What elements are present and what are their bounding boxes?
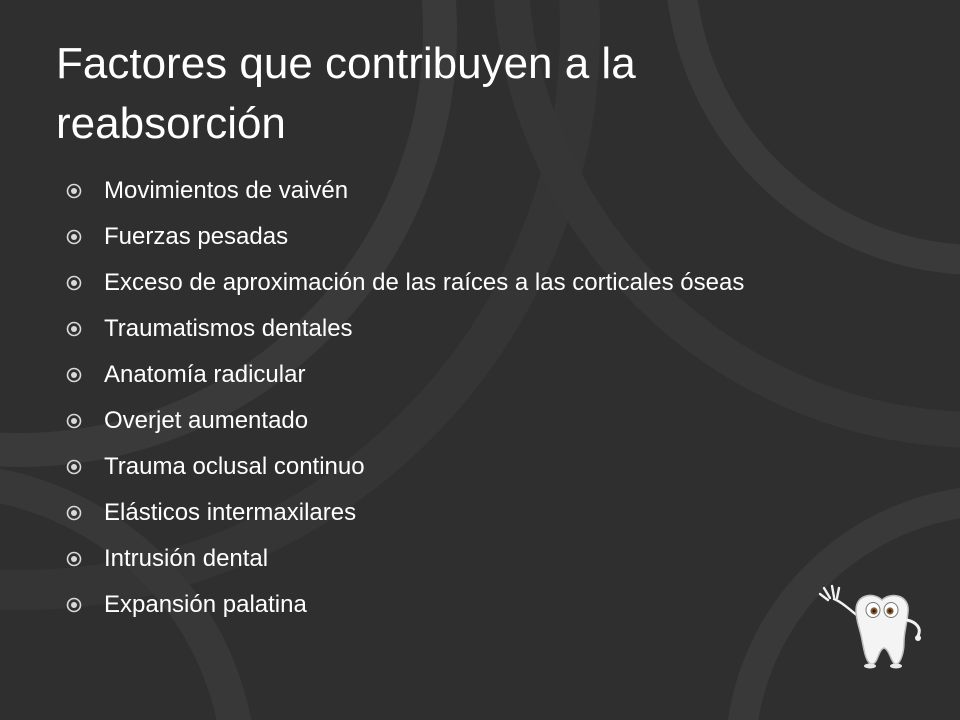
list-item bbox=[66, 176, 866, 206]
list-item bbox=[66, 314, 866, 344]
bullet-list bbox=[66, 176, 866, 636]
list-item bbox=[66, 590, 866, 620]
list-item bbox=[66, 406, 866, 436]
bullet-text: Exceso de aproximación de las raíces a las corticales óseas bbox=[104, 269, 745, 296]
target-bullet-icon bbox=[66, 183, 82, 199]
bullet-text: Elásticos intermaxilares bbox=[104, 499, 357, 526]
list-item bbox=[66, 222, 866, 252]
list-item bbox=[66, 544, 866, 574]
slide-title: Factores que contribuyen a la reabsorción bbox=[56, 39, 636, 148]
target-bullet-icon bbox=[66, 275, 82, 291]
bullet-text: Anatomía radicular bbox=[104, 361, 306, 388]
bullet-text: Intrusión dental bbox=[104, 545, 269, 572]
bullet-text: Fuerzas pesadas bbox=[104, 223, 289, 250]
list-item bbox=[66, 452, 866, 482]
bullet-text: Overjet aumentado bbox=[104, 407, 309, 434]
target-bullet-icon bbox=[66, 597, 82, 613]
target-bullet-icon bbox=[66, 505, 82, 521]
bullet-text: Trauma oclusal continuo bbox=[104, 453, 365, 480]
target-bullet-icon bbox=[66, 413, 82, 429]
list-item bbox=[66, 268, 866, 298]
list-item bbox=[66, 360, 866, 390]
waving-tooth-icon bbox=[812, 580, 932, 670]
target-bullet-icon bbox=[66, 321, 82, 337]
bullet-text: Expansión palatina bbox=[104, 591, 307, 618]
list-item bbox=[66, 498, 866, 528]
target-bullet-icon bbox=[66, 551, 82, 567]
target-bullet-icon bbox=[66, 459, 82, 475]
target-bullet-icon bbox=[66, 367, 82, 383]
bullet-text: Movimientos de vaivén bbox=[104, 177, 349, 204]
bullet-text: Traumatismos dentales bbox=[104, 315, 353, 342]
target-bullet-icon bbox=[66, 229, 82, 245]
